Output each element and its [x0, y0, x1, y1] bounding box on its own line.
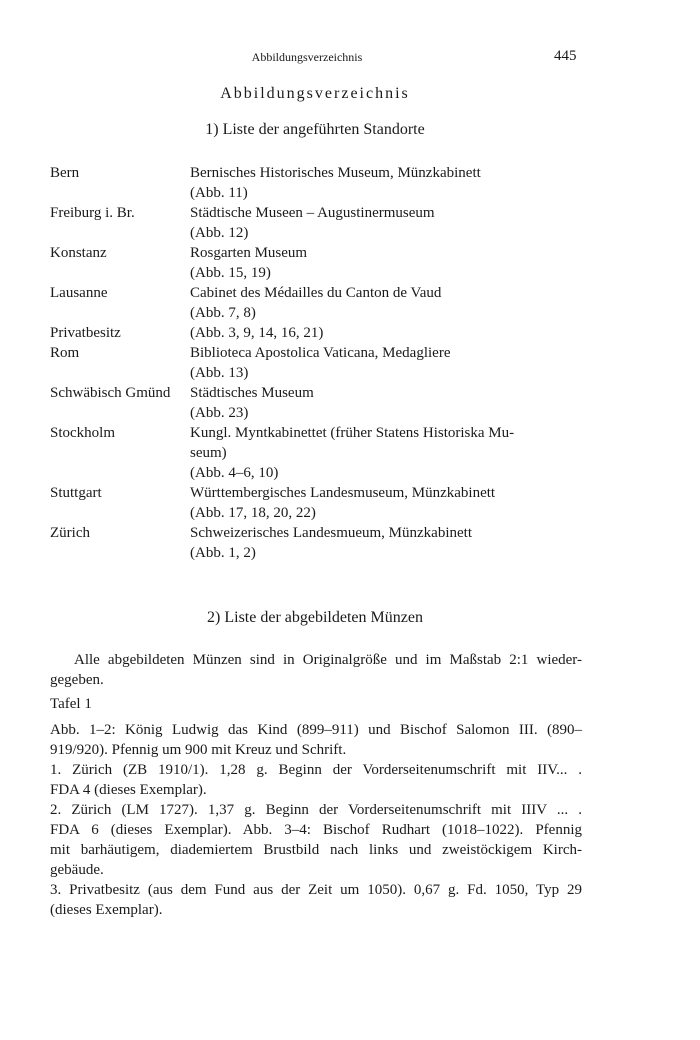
- coin-entry-line: FDA 6 (dieses Exemplar). Abb. 3–4: Bischof Rudhart (1018–1022). Pfennig: [50, 822, 582, 838]
- coin-entry-line: (dieses Exemplar).: [50, 902, 163, 918]
- location-row: [50, 243, 590, 283]
- location-city: Zürich: [50, 525, 90, 541]
- location-line: Württembergisches Landesmuseum, Münzkabinett: [190, 485, 496, 501]
- coin-entry-line: mit barhäutigem, diademiertem Brustbild nach links und zweistöckigem Kirch-: [50, 842, 582, 858]
- plate-label: Tafel 1: [50, 696, 92, 712]
- coin-entry-line: Abb. 1–2: König Ludwig das Kind (899–911) und Bischof Salomon III. (890–: [50, 722, 582, 738]
- running-head-title: Abbildungsverzeichnis: [251, 50, 363, 64]
- running-head: [0, 48, 700, 68]
- location-row: [50, 383, 590, 423]
- coin-entries: [50, 720, 582, 920]
- location-line: Schweizerisches Landesmueum, Münzkabinett: [190, 525, 472, 541]
- location-description: [190, 163, 590, 203]
- location-city: Freiburg i. Br.: [50, 205, 135, 221]
- location-row: [50, 283, 590, 323]
- coin-entry: [50, 800, 582, 880]
- location-line: (Abb. 15, 19): [190, 265, 271, 281]
- location-city: Lausanne: [50, 285, 108, 301]
- intro-paragraph: Alle abgebildeten Münzen sind in Originalgröße und im Maßstab 2:1 wieder-gegeben.: [50, 652, 582, 688]
- location-row: [50, 323, 590, 343]
- location-line: (Abb. 3, 9, 14, 16, 21): [190, 325, 324, 341]
- location-city: Stuttgart: [50, 485, 102, 501]
- coin-entry: [50, 720, 582, 760]
- location-line: Cabinet des Médailles du Canton de Vaud: [190, 285, 442, 301]
- coin-entry-line: FDA 4 (dieses Exemplar).: [50, 782, 207, 798]
- location-description: [190, 383, 590, 423]
- location-line: (Abb. 4–6, 10): [190, 465, 279, 481]
- location-row: [50, 343, 590, 383]
- location-city: Bern: [50, 165, 80, 181]
- coin-entry: [50, 760, 582, 800]
- location-line: Biblioteca Apostolica Vaticana, Medagliere: [190, 345, 451, 361]
- location-city: Stockholm: [50, 425, 116, 441]
- location-line: (Abb. 1, 2): [190, 545, 256, 561]
- coin-entry-line: 1. Zürich (ZB 1910/1). 1,28 g. Beginn der Vorderseitenumschrift mit IIV... .: [50, 762, 582, 778]
- location-line: Rosgarten Museum: [190, 245, 308, 261]
- location-line: (Abb. 11): [190, 185, 248, 201]
- page-number: 445: [554, 48, 577, 64]
- location-line: Kungl. Myntkabinettet (früher Statens Historiska Mu-: [190, 425, 515, 441]
- location-description: [190, 483, 590, 523]
- location-description: [190, 423, 590, 483]
- location-description: [190, 203, 590, 243]
- section-heading-locations: 1) Liste der angeführten Standorte: [205, 121, 425, 138]
- location-row: [50, 163, 590, 203]
- coin-entry-line: 2. Zürich (LM 1727). 1,37 g. Beginn der Vorderseitenumschrift mit IIIV ... .: [50, 802, 582, 818]
- location-row: [50, 423, 590, 483]
- locations-list: [50, 163, 590, 563]
- location-city: Konstanz: [50, 245, 107, 261]
- location-line: Städtische Museen – Augustinermuseum: [190, 205, 435, 221]
- location-city: Rom: [50, 345, 80, 361]
- main-heading: Abbildungsverzeichnis: [220, 85, 410, 102]
- coin-entry-line: 3. Privatbesitz (aus dem Fund aus der Zeit um 1050). 0,67 g. Fd. 1050, Typ 29: [50, 882, 582, 898]
- section-heading-coins: 2) Liste der abgebildeten Münzen: [207, 609, 423, 626]
- location-row: [50, 483, 590, 523]
- location-description: [190, 283, 590, 323]
- location-line: (Abb. 17, 18, 20, 22): [190, 505, 316, 521]
- location-description: [190, 343, 590, 383]
- location-city: Privatbesitz: [50, 325, 121, 341]
- location-line: seum): [190, 445, 227, 461]
- coin-entry: [50, 880, 582, 920]
- location-description: [190, 243, 590, 283]
- location-line: (Abb. 23): [190, 405, 249, 421]
- location-city: Schwäbisch Gmünd: [50, 385, 171, 401]
- location-line: (Abb. 13): [190, 365, 249, 381]
- coin-entry-line: 919/920). Pfennig um 900 mit Kreuz und Schrift.: [50, 742, 347, 758]
- location-row: [50, 203, 590, 243]
- location-line: Städtisches Museum: [190, 385, 314, 401]
- location-row: [50, 523, 590, 563]
- location-line: (Abb. 7, 8): [190, 305, 256, 321]
- location-description: [190, 523, 590, 563]
- location-line: (Abb. 12): [190, 225, 249, 241]
- location-line: Bernisches Historisches Museum, Münzkabinett: [190, 165, 481, 181]
- coin-entry-line: gebäude.: [50, 862, 104, 878]
- location-description: [190, 323, 590, 343]
